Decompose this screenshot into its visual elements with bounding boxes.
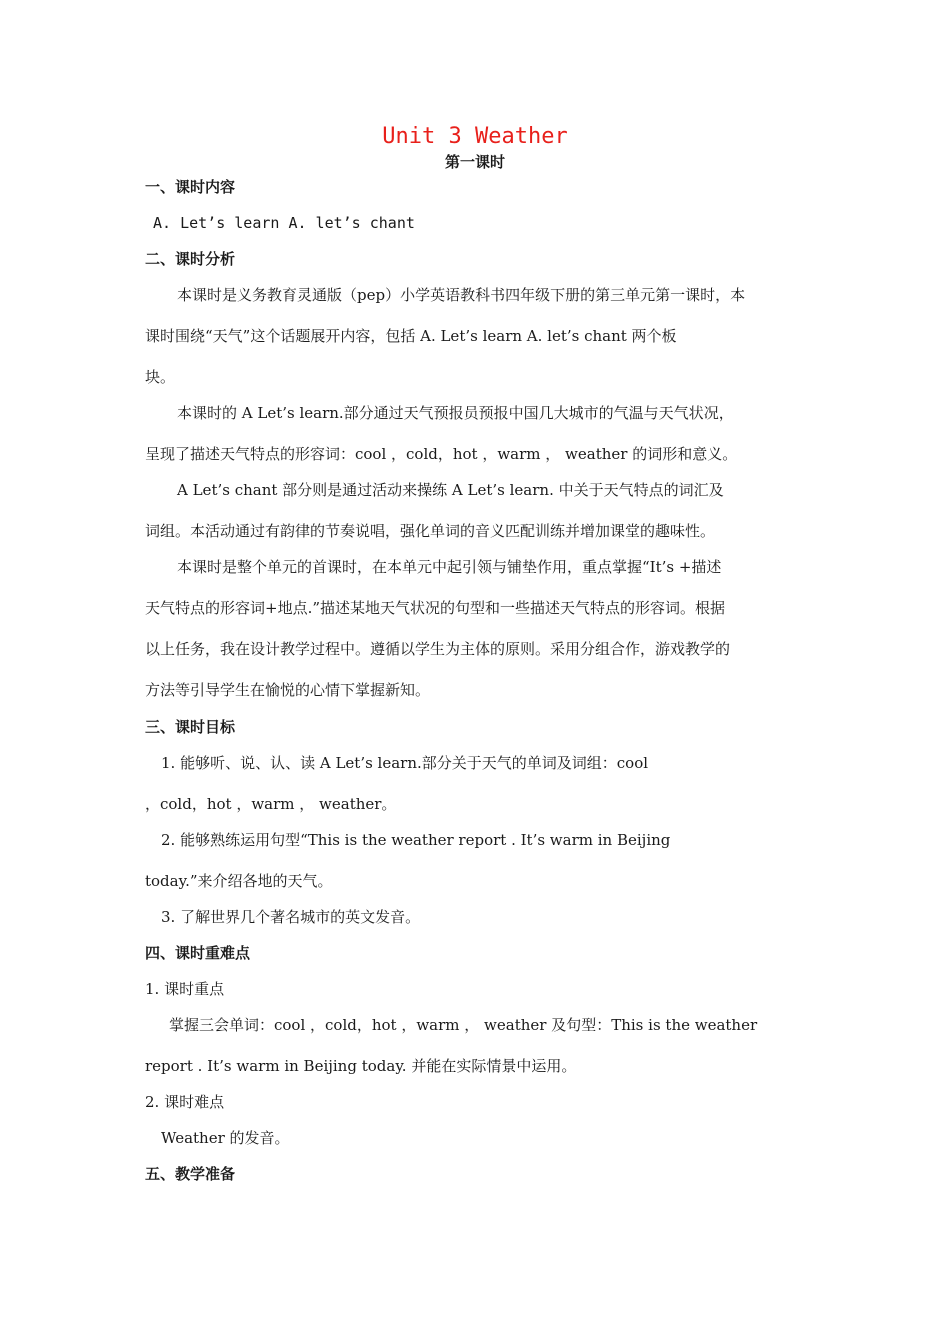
section-3-heading: 三、课时目标 (145, 718, 236, 736)
paragraph-line: 呈现了描述天气特点的形容词：cool ，cold，hot ，warm ， weather 的词形和意义。 (145, 445, 738, 463)
section-4-heading: 四、课时重难点 (145, 944, 251, 962)
paragraph-line: 词组。本活动通过有韵律的节奏说唱，强化单词的音义匹配训练并增加课堂的趣味性。 (145, 522, 716, 540)
goal-item: 3. 了解世界几个著名城市的英文发音。 (161, 908, 421, 926)
paragraph-line: A Let’s chant 部分则是通过活动来操练 A Let’s learn. 中关于天气特点的词汇及 (177, 481, 724, 499)
paragraph-line: 本课时是义务教育灵通版（pep）小学英语教科书四年级下册的第三单元第一课时，本 (177, 286, 746, 304)
paragraph-line: 课时围绕“天气”这个话题展开内容，包括 A. Let’s learn A. let’s chant 两个板 (145, 327, 677, 345)
goal-item: 2. 能够熟练运用句型“This is the weather report . It’s warm in Beijing (161, 831, 671, 849)
difficulty-label: 2. 课时难点 (145, 1093, 225, 1111)
key-point-text: 掌握三会单词：cool ，cold，hot ，warm ， weather 及句型：This is the weather (169, 1016, 758, 1034)
key-point-text: report . It’s warm in Beijing today. 并能在实际情景中运用。 (145, 1057, 577, 1075)
section-1-heading: 一、课时内容 (145, 178, 236, 196)
paragraph-line: 以上任务，我在设计教学过程中。遵循以学生为主体的原则。采用分组合作，游戏教学的 (145, 640, 731, 658)
key-point-label: 1. 课时重点 (145, 980, 225, 998)
goal-item-cont: ，cold，hot ，warm ， weather。 (145, 795, 397, 813)
paragraph-line: 本课时是整个单元的首课时，在本单元中起引领与铺垫作用，重点掌握“It’s +描述 (177, 558, 722, 576)
paragraph-line: 天气特点的形容词+地点.”描述某地天气状况的句型和一些描述天气特点的形容词。根据 (145, 599, 726, 617)
section-5-heading: 五、教学准备 (145, 1165, 236, 1183)
section-2-heading: 二、课时分析 (145, 250, 236, 268)
lesson-subtitle: 第一课时 (444, 153, 505, 171)
document-title: Unit 3 Weather (382, 124, 568, 149)
paragraph-line: 方法等引导学生在愉悦的心情下掌握新知。 (145, 681, 431, 699)
section-1-content: A. Let’s learn A. let’s chant (153, 214, 415, 232)
paragraph-line: 本课时的 A Let’s learn.部分通过天气预报员预报中国几大城市的气温与天气状况， (177, 404, 734, 422)
difficulty-text: Weather 的发音。 (161, 1129, 290, 1147)
goal-item: 1. 能够听、说、认、读 A Let’s learn.部分关于天气的单词及词组：cool (161, 754, 649, 772)
goal-item-cont: today.”来介绍各地的天气。 (145, 872, 333, 890)
paragraph-line: 块。 (145, 368, 176, 386)
